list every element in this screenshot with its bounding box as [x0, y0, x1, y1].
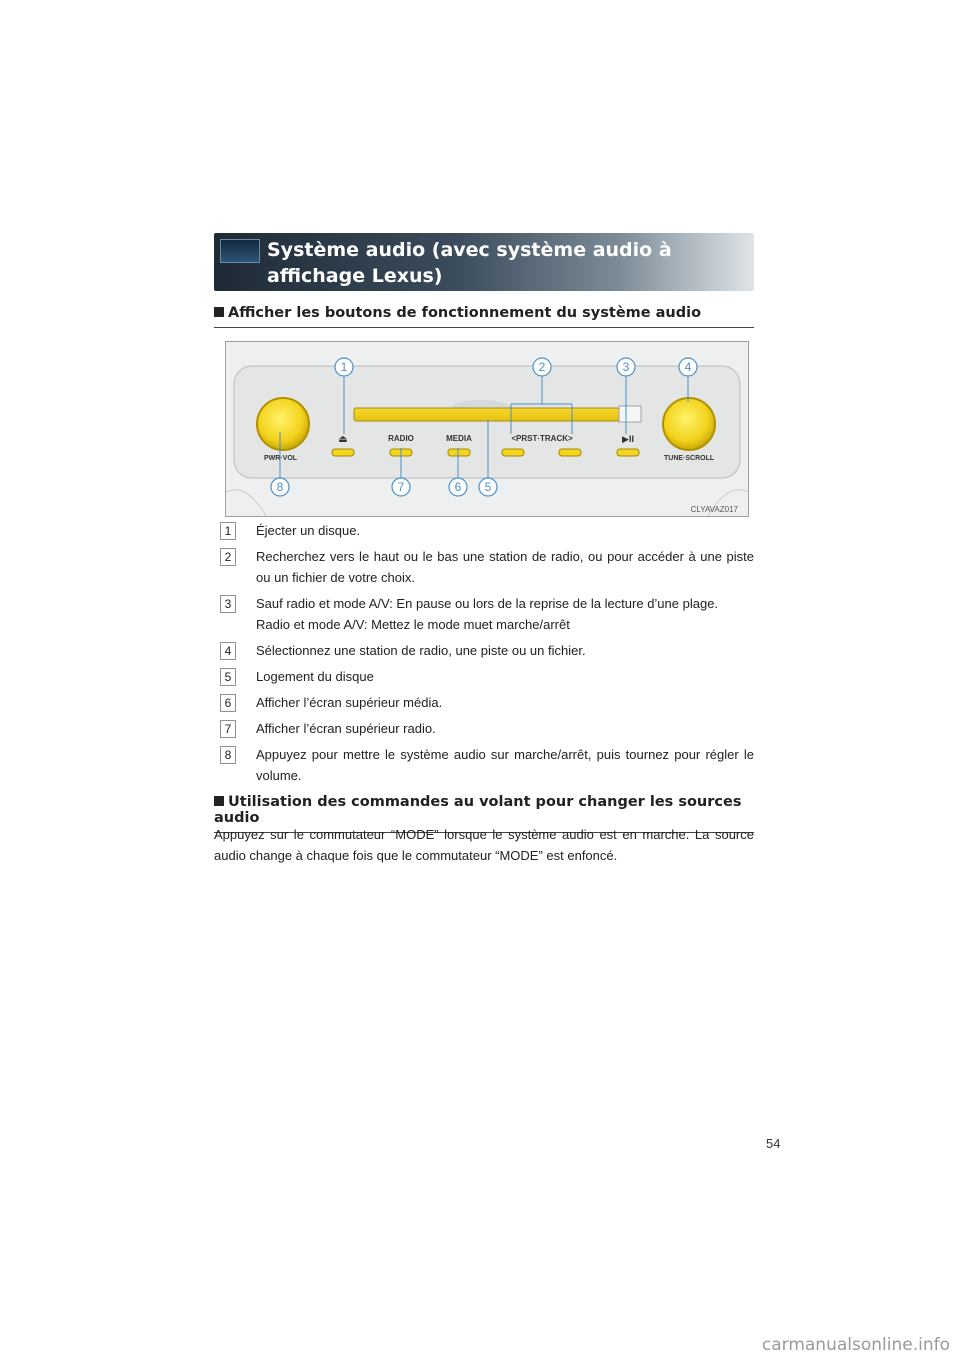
list-item	[214, 718, 754, 739]
section-heading-buttons	[214, 305, 754, 328]
pwr-vol-knob	[257, 398, 309, 450]
play-pause-icon: ▶II	[622, 434, 634, 444]
item-number: 2	[220, 548, 236, 566]
prst-track-down-button	[502, 449, 524, 456]
square-bullet-icon	[214, 307, 224, 317]
eject-icon: ⏏	[338, 434, 348, 445]
callout-3: 3	[622, 360, 630, 374]
section-heading-text: Utilisation des commandes au volant pour changer les sources audio	[214, 794, 742, 826]
callout-5: 5	[484, 480, 492, 494]
item-text: Sauf radio et mode A/V: En pause ou lors de la reprise de la lecture d’une plage.	[256, 596, 719, 611]
item-text: Sélectionnez une station de radio, une piste ou un fichier.	[256, 643, 586, 658]
prst-track-up-button	[559, 449, 581, 456]
watermark: carmanualsonline.info	[761, 1335, 950, 1355]
callout-7: 7	[397, 480, 405, 494]
media-label: MEDIA	[446, 434, 472, 443]
page-title: Système audio (avec système audio à affichage Lexus)	[267, 239, 672, 287]
list-item	[214, 692, 754, 713]
item-number: 8	[220, 746, 236, 764]
item-text: Recherchez vers le haut ou le bas une station de radio, ou pour accéder à une piste ou un fichier de votre choix.	[256, 549, 754, 585]
callout-2: 2	[538, 360, 546, 374]
list-item	[214, 744, 754, 786]
eject-button	[332, 449, 354, 456]
pwr-vol-label: PWR·VOL	[264, 455, 298, 462]
radio-label: RADIO	[388, 434, 414, 443]
audio-panel-figure	[225, 341, 749, 517]
list-item	[214, 520, 754, 541]
body-paragraph: Appuyez sur le commutateur “MODE” lorsque le système audio est en marche. La source audio change à chaque fois que le commutateur “MODE” est enfoncé.	[214, 827, 754, 863]
tune-scroll-label: TUNE·SCROLL	[664, 455, 715, 462]
list-item	[214, 640, 754, 661]
list-item	[214, 546, 754, 588]
play-pause-button	[617, 449, 639, 456]
section-heading-text: Afficher les boutons de fonctionnement du système audio	[228, 305, 702, 321]
audio-panel-illustration	[226, 342, 748, 516]
item-number: 4	[220, 642, 236, 660]
list-item	[214, 666, 754, 687]
numbered-list	[214, 520, 754, 791]
item-number: 5	[220, 668, 236, 686]
callout-6: 6	[454, 480, 462, 494]
page-number: 54	[766, 1136, 781, 1151]
list-item	[214, 593, 754, 635]
item-number: 6	[220, 694, 236, 712]
item-number: 3	[220, 595, 236, 613]
prst-track-label: <PRST·TRACK>	[511, 434, 573, 443]
callout-8: 8	[276, 480, 284, 494]
callout-1: 1	[340, 360, 348, 374]
item-text: Éjecter un disque.	[256, 523, 361, 538]
item-text: Afficher l’écran supérieur média.	[256, 695, 443, 710]
item-text: Afficher l’écran supérieur radio.	[256, 721, 436, 736]
disc-slot	[354, 408, 619, 421]
item-text: Logement du disque	[256, 669, 374, 684]
callout-4: 4	[684, 360, 692, 374]
item-text: Appuyez pour mettre le système audio sur marche/arrêt, puis tournez pour régler le volume.	[256, 747, 754, 783]
square-bullet-icon	[214, 796, 224, 806]
media-button	[448, 449, 470, 456]
item-number: 1	[220, 522, 236, 540]
item-number: 7	[220, 720, 236, 738]
banner-thumbnail	[220, 239, 260, 263]
tune-scroll-knob	[663, 398, 715, 450]
item-text-secondary: Radio et mode A/V: Mettez le mode muet marche/arrêt	[256, 617, 570, 632]
figure-code: CLYAVAZ017	[690, 505, 738, 514]
section-banner	[214, 233, 754, 291]
